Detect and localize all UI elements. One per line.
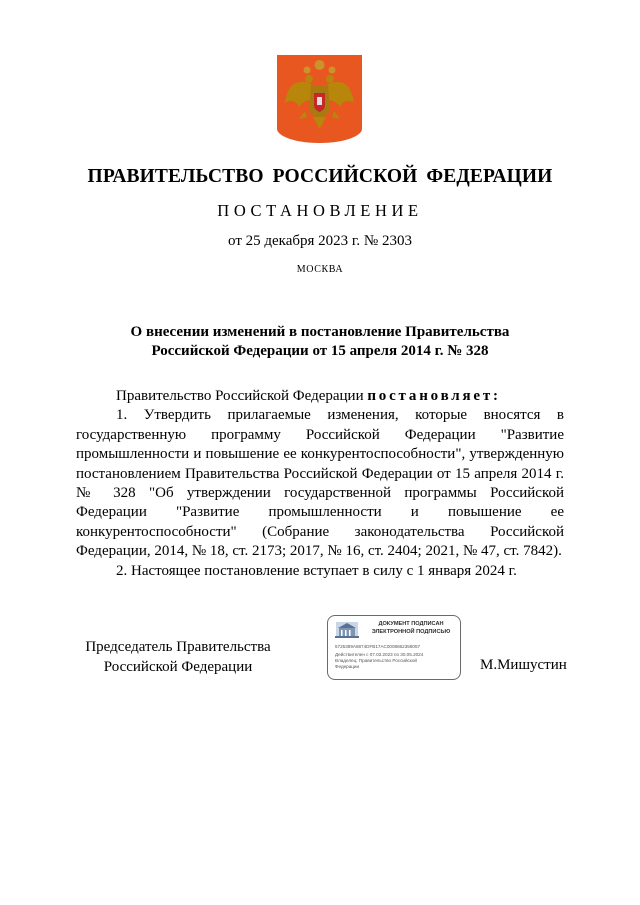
stamp-owner-line-1: Владелец: Правительство Российской	[335, 658, 417, 663]
stamp-title	[364, 621, 458, 636]
government-building-icon	[335, 622, 359, 640]
signer-name: М.Мишустин	[480, 657, 567, 673]
body-item-2: 2. Настоящее постановление вступает в силу с 1 января 2024 г.	[116, 562, 517, 579]
stamp-validity: Действителен с 07.03.2023 по 30.05.2024	[335, 652, 424, 657]
heading-line-2: Российской Федерации от 15 апреля 2014 г. № 328	[151, 343, 489, 359]
intro-text: Правительство Российской Федерации	[116, 388, 368, 404]
electronic-signature-stamp	[327, 615, 461, 680]
signer-position-line-1: Председатель Правительства	[85, 639, 271, 655]
signer-position-line-2: Российской Федерации	[103, 658, 253, 675]
body-item-1: 1. Утвердить прилагаемые изменения, которые вносятся в государственную программу Российской Федерации "Развитие промышленности и повышение ее конкурентоспособности", утвержденную постановлением Правительства Российской Федерации от 15 апреля 2014 г. № 328 "Об утверждении государственной программы Российской Федерации "Развитие промышленности и повышение ее конкурентоспособности" (Собрание законодательства Российской Федерации, 2014, № 18, ст. 2173; 2017, № 16, ст. 2404; 2021, № 47, ст. 7842).	[76, 407, 564, 560]
stamp-owner-line-2: Федерации	[335, 664, 360, 669]
document-body	[76, 387, 564, 581]
body-intro	[76, 387, 564, 406]
document-date-number: от 25 декабря 2023 г. № 2303	[228, 233, 412, 249]
heading-line-1: О внесении изменений в постановление Правительства	[130, 324, 510, 340]
stamp-certificate: 5725389A8874DFB17AC0008862358057	[335, 644, 421, 649]
signer-position	[78, 638, 278, 677]
intro-keyword: постановляет:	[367, 388, 501, 404]
document-heading	[60, 323, 580, 361]
stamp-title-line-1: ДОКУМЕНТ ПОДПИСАН	[378, 621, 444, 627]
document-type: ПОСТАНОВЛЕНИЕ	[217, 201, 423, 220]
document-city: МОСКВА	[296, 264, 344, 275]
coat-of-arms-emblem	[277, 55, 362, 143]
stamp-title-line-2: ЭЛЕКТРОННОЙ ПОДПИСЬЮ	[371, 628, 451, 635]
government-title: ПРАВИТЕЛЬСТВО РОССИЙСКОЙ ФЕДЕРАЦИИ	[87, 166, 553, 187]
